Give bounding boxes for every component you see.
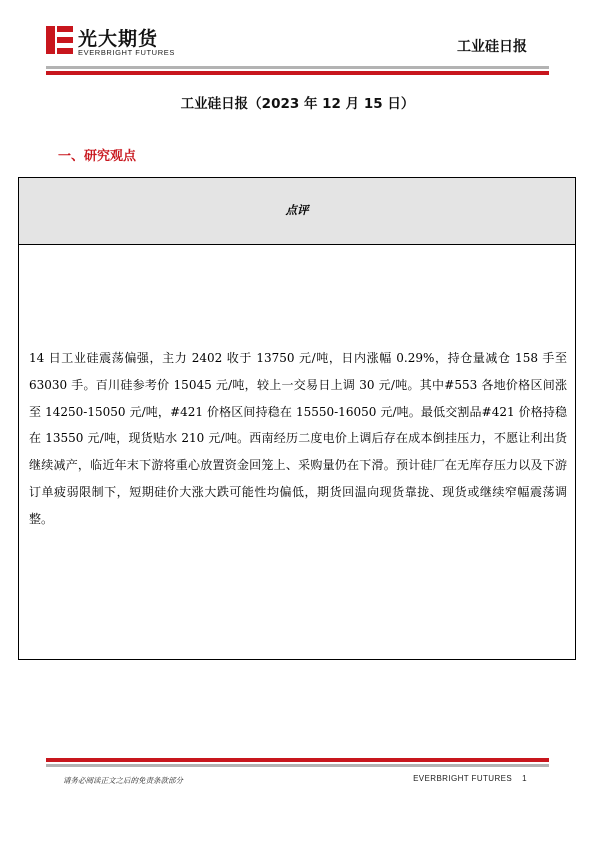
- header-title: 工业硅日报: [457, 39, 527, 55]
- brand-name-cn: 光大期货: [78, 28, 159, 50]
- footer-brand-name: EVERBRIGHT FUTURES: [413, 774, 513, 783]
- commentary-box-header: [19, 178, 575, 245]
- section-title: 一、研究观点: [58, 149, 137, 164]
- everbright-logo-mark-icon: [46, 24, 74, 56]
- commentary-box: [18, 177, 576, 660]
- commentary-box-header-label: 点评: [285, 203, 309, 217]
- page-number: 1: [522, 774, 527, 783]
- commentary-box-body: 14 日工业硅震荡偏强，主力 2402 收于 13750 元/吨，日内涨幅 0.29%，持仓量减仓 158 手至 63030 手。百川硅参考价 15045 元/吨，较上一交易日上调 30 元/吨。其中#553 各地价格区间涨至 14250-15050 元/吨，#421 价格区间持稳在 15550-16050 元/吨。最低交割品#421 价格持稳在 13550 元/吨，现货贴水 210 元/吨。西南经历二度电价上调后存在成本倒挂压力，不愿让利出货继续减产，临近年末下游将重心放置资金回笼上、采购量仍在下滑。预计硅厂在无库存压力以及下游订单疲弱限制下，短期硅价大涨大跌可能性均偏低，期货回温向现货靠拢、现货或继续窄幅震荡调整。: [29, 351, 567, 526]
- document-title: 工业硅日报（2023 年 12 月 15 日）: [180, 96, 415, 112]
- header-rule-red: [46, 71, 549, 75]
- footer-brand: [413, 774, 527, 783]
- footer-rule-red: [46, 758, 549, 762]
- brand-logo: [46, 24, 176, 60]
- footer-disclaimer-note: 请务必阅读正文之后的免责条款部分: [63, 776, 183, 785]
- footer-rule-gray: [46, 764, 549, 767]
- header-rule-gray: [46, 66, 549, 69]
- brand-name-en: EVERBRIGHT FUTURES: [78, 48, 175, 57]
